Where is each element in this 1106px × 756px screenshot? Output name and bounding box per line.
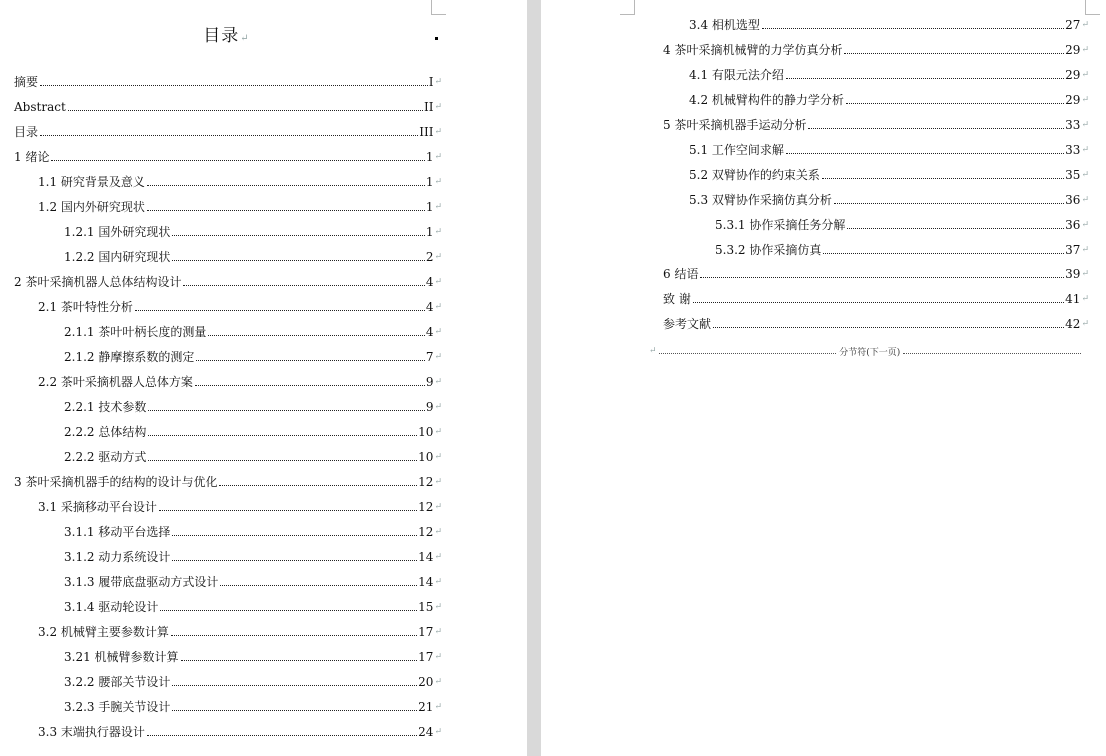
paragraph-mark-icon: ↵ <box>434 652 442 662</box>
toc-entry-title: 3.2.3 手腕关节设计 <box>64 700 171 714</box>
margin-corner-marker <box>620 0 635 15</box>
toc-entry[interactable] <box>64 521 442 539</box>
toc-entry[interactable] <box>64 421 442 439</box>
toc-entry-title: 1.2.1 国外研究现状 <box>64 225 171 239</box>
paragraph-mark-icon: ↵ <box>1081 45 1089 55</box>
document-page-left <box>0 0 527 756</box>
toc-entry-title: 6 结语 <box>663 267 699 281</box>
toc-dot-leader <box>195 384 425 386</box>
toc-dot-leader <box>786 152 1064 154</box>
toc-entry-page-number: 1 <box>425 175 434 189</box>
toc-entry-page-number: 12 <box>418 500 434 514</box>
paragraph-mark-icon: ↵ <box>434 677 442 687</box>
toc-dot-leader <box>846 102 1064 104</box>
toc-entry-title: 5 茶叶采摘机器手运动分析 <box>663 118 807 132</box>
paragraph-mark-icon: ↵ <box>1081 70 1089 80</box>
toc-entry-title: 1.1 研究背景及意义 <box>38 175 145 189</box>
toc-entry[interactable] <box>38 196 442 214</box>
toc-entry[interactable] <box>64 696 442 714</box>
toc-entry[interactable] <box>663 288 1089 306</box>
paragraph-mark-icon: ↵ <box>1081 145 1089 155</box>
toc-dot-leader <box>762 27 1064 29</box>
toc-entry-page-number: 29 <box>1065 43 1081 57</box>
toc-entry-page-number: 9 <box>425 400 434 414</box>
toc-entry-page-number: 39 <box>1065 267 1081 281</box>
toc-entry-page-number: II <box>423 100 434 114</box>
paragraph-mark-icon: ↵ <box>434 252 442 262</box>
toc-entry[interactable] <box>663 263 1089 281</box>
toc-entry[interactable] <box>38 496 442 514</box>
toc-entry-page-number: 29 <box>1065 93 1081 107</box>
toc-entry-page-number: 37 <box>1065 243 1081 257</box>
toc-dot-leader <box>148 409 424 411</box>
paragraph-mark-icon: ↵ <box>434 127 442 137</box>
paragraph-mark-icon: ↵ <box>1081 95 1089 105</box>
toc-entry-page-number: 21 <box>418 700 434 714</box>
toc-dot-leader <box>220 584 417 586</box>
toc-dot-leader <box>181 659 418 661</box>
toc-entry[interactable] <box>64 221 442 239</box>
toc-entry-page-number: 36 <box>1065 193 1081 207</box>
toc-entry-page-number: III <box>419 125 434 139</box>
toc-entry-title: 1.2 国内外研究现状 <box>38 200 145 214</box>
paragraph-mark-icon: ↵ <box>1081 269 1089 279</box>
toc-entry[interactable] <box>64 346 442 364</box>
toc-entry[interactable] <box>38 721 442 739</box>
toc-dot-leader <box>40 134 418 136</box>
toc-dot-leader <box>68 109 423 111</box>
toc-entry-page-number: 17 <box>418 625 434 639</box>
toc-entry-title: 2.2.2 驱动方式 <box>64 450 147 464</box>
toc-dot-leader <box>700 276 1064 278</box>
margin-corner-marker <box>431 0 446 15</box>
toc-entry-title: 5.3 双臂协作采摘仿真分析 <box>689 193 832 207</box>
toc-dot-leader <box>786 77 1064 79</box>
paragraph-mark-icon: ↵ <box>434 502 442 512</box>
toc-entry-title: 3.1.3 履带底盘驱动方式设计 <box>64 575 219 589</box>
toc-entry-page-number: 9 <box>425 375 434 389</box>
toc-entry[interactable] <box>663 39 1089 57</box>
toc-dot-leader <box>713 326 1064 328</box>
toc-entry-page-number: 2 <box>425 250 434 264</box>
toc-title-text: 目录 <box>203 26 240 46</box>
paragraph-mark-icon: ↵ <box>1081 319 1089 329</box>
toc-entry-title: Abstract <box>14 100 66 114</box>
toc-dot-leader <box>171 634 417 636</box>
paragraph-mark-icon: ↵ <box>434 227 442 237</box>
toc-dot-leader <box>172 534 417 536</box>
toc-entry-page-number: 1 <box>425 150 434 164</box>
toc-entry-page-number: 1 <box>425 225 434 239</box>
toc-entry-title: 3 茶叶采摘机器手的结构的设计与优化 <box>14 475 218 489</box>
toc-dot-leader <box>147 209 425 211</box>
toc-dot-leader <box>172 259 424 261</box>
toc-entry-title: 2.2.1 技术参数 <box>64 400 147 414</box>
toc-entry[interactable] <box>689 14 1089 32</box>
paragraph-mark-icon: ↵ <box>434 377 442 387</box>
toc-entry[interactable] <box>38 296 442 314</box>
toc-dot-leader <box>147 734 417 736</box>
toc-entry-title: 3.1 采摘移动平台设计 <box>38 500 157 514</box>
toc-entry[interactable] <box>38 371 442 389</box>
toc-dot-leader <box>196 359 424 361</box>
toc-entry-page-number: 1 <box>425 200 434 214</box>
toc-entry-page-number: 42 <box>1065 317 1081 331</box>
paragraph-mark-icon: ↵ <box>434 202 442 212</box>
toc-dot-leader <box>847 227 1064 229</box>
toc-dot-leader <box>159 509 417 511</box>
toc-dot-leader <box>822 177 1064 179</box>
toc-entry[interactable] <box>14 271 442 289</box>
toc-dot-leader <box>160 609 417 611</box>
toc-entry[interactable] <box>14 471 442 489</box>
toc-entry[interactable] <box>64 446 442 464</box>
toc-entry[interactable] <box>64 546 442 564</box>
toc-dot-leader <box>823 252 1064 254</box>
toc-dot-leader <box>183 284 424 286</box>
toc-entry-page-number: 15 <box>418 600 434 614</box>
toc-entry-title: 2 茶叶采摘机器人总体结构设计 <box>14 275 182 289</box>
toc-entry-title: 3.3 末端执行器设计 <box>38 725 145 739</box>
toc-entry-title: 3.21 机械臂参数计算 <box>64 650 179 664</box>
toc-entry-page-number: 33 <box>1065 143 1081 157</box>
toc-entry[interactable] <box>14 146 442 164</box>
toc-dot-leader <box>808 127 1064 129</box>
toc-entry-title: 2.1.1 茶叶叶柄长度的测量 <box>64 325 207 339</box>
toc-entry[interactable] <box>14 121 442 139</box>
toc-entry-page-number: 4 <box>425 325 434 339</box>
toc-entry-page-number: 14 <box>418 550 434 564</box>
toc-dot-leader <box>172 684 417 686</box>
toc-entry-page-number: 12 <box>418 525 434 539</box>
toc-entry[interactable] <box>14 71 442 89</box>
toc-title <box>0 21 453 46</box>
toc-dot-leader <box>172 559 417 561</box>
toc-entry-title: 3.1.2 动力系统设计 <box>64 550 171 564</box>
toc-entry-page-number: 29 <box>1065 68 1081 82</box>
paragraph-mark-icon: ↵ <box>434 477 442 487</box>
toc-entry-title: 5.3.1 协作采摘任务分解 <box>715 218 846 232</box>
paragraph-mark-icon: ↵ <box>434 527 442 537</box>
paragraph-mark-icon: ↵ <box>434 77 442 87</box>
toc-dot-leader <box>51 159 424 161</box>
paragraph-mark-icon: ↵ <box>1081 245 1089 255</box>
paragraph-mark-icon: ↵ <box>240 33 250 44</box>
toc-dot-leader <box>172 709 417 711</box>
toc-dot-leader <box>135 309 425 311</box>
toc-entry-title: 5.2 双臂协作的约束关系 <box>689 168 820 182</box>
toc-entry-title: 致 谢 <box>663 292 691 306</box>
toc-entry[interactable] <box>14 96 442 114</box>
toc-entry-page-number: 10 <box>418 425 434 439</box>
paragraph-mark-icon: ↵ <box>1081 120 1089 130</box>
paragraph-mark-icon: ↵ <box>434 277 442 287</box>
paragraph-mark-icon: ↵ <box>434 727 442 737</box>
toc-entry-title: 2.1 茶叶特性分析 <box>38 300 133 314</box>
document-page-right <box>541 0 1106 756</box>
toc-entry-page-number: 33 <box>1065 118 1081 132</box>
toc-dot-leader <box>834 202 1064 204</box>
toc-entry-title: 摘要 <box>14 75 39 89</box>
paragraph-mark-icon: ↵ <box>434 552 442 562</box>
paragraph-mark-icon: ↵ <box>434 702 442 712</box>
toc-entry[interactable] <box>715 214 1089 232</box>
paragraph-mark-icon: ↵ <box>434 602 442 612</box>
toc-dot-leader <box>844 52 1064 54</box>
toc-entry-title: 3.2 机械臂主要参数计算 <box>38 625 169 639</box>
paragraph-mark-icon: ↵ <box>434 577 442 587</box>
toc-entry[interactable] <box>689 139 1089 157</box>
toc-entry-title: 3.2.2 腰部关节设计 <box>64 675 171 689</box>
toc-entry-title: 2.1.2 静摩擦系数的测定 <box>64 350 195 364</box>
toc-entry-title: 3.4 相机选型 <box>689 18 760 32</box>
paragraph-dot-marker <box>435 37 438 40</box>
toc-entry-page-number: 24 <box>418 725 434 739</box>
toc-dot-leader <box>148 434 417 436</box>
toc-entry-page-number: 41 <box>1065 292 1081 306</box>
paragraph-mark-icon: ↵ <box>1081 20 1089 30</box>
paragraph-mark-icon: ↵ <box>434 627 442 637</box>
toc-entry[interactable] <box>64 321 442 339</box>
toc-entry-page-number: I <box>428 75 434 89</box>
toc-entry-page-number: 10 <box>418 450 434 464</box>
paragraph-mark-icon: ↵ <box>434 402 442 412</box>
toc-entry[interactable] <box>689 164 1089 182</box>
toc-entry[interactable] <box>689 89 1089 107</box>
toc-entry-page-number: 7 <box>425 350 434 364</box>
toc-entry-title: 4.1 有限元法介绍 <box>689 68 784 82</box>
section-break-marker <box>649 344 1081 358</box>
toc-entry-title: 3.1.1 移动平台选择 <box>64 525 171 539</box>
toc-dot-leader <box>219 484 417 486</box>
toc-entry-title: 参考文献 <box>663 317 712 331</box>
toc-entry-title: 4 茶叶采摘机械臂的力学仿真分析 <box>663 43 843 57</box>
toc-entry[interactable] <box>689 189 1089 207</box>
toc-entry-page-number: 14 <box>418 575 434 589</box>
toc-entry-title: 3.1.4 驱动轮设计 <box>64 600 159 614</box>
toc-dot-leader <box>40 84 428 86</box>
toc-entry[interactable] <box>64 396 442 414</box>
toc-entry[interactable] <box>38 171 442 189</box>
toc-entry-page-number: 12 <box>418 475 434 489</box>
toc-entry-title: 2.2 茶叶采摘机器人总体方案 <box>38 375 193 389</box>
toc-entry[interactable] <box>64 671 442 689</box>
paragraph-mark-icon: ↵ <box>434 352 442 362</box>
toc-entry-page-number: 27 <box>1065 18 1081 32</box>
paragraph-mark-icon: ↵ <box>1081 195 1089 205</box>
toc-entry-title: 1 绪论 <box>14 150 50 164</box>
toc-entry[interactable] <box>64 246 442 264</box>
toc-entry-page-number: 4 <box>425 275 434 289</box>
toc-entry-page-number: 20 <box>418 675 434 689</box>
toc-entry-page-number: 17 <box>418 650 434 664</box>
toc-entry[interactable] <box>689 64 1089 82</box>
toc-entry[interactable] <box>38 621 442 639</box>
paragraph-mark-icon: ↵ <box>1081 220 1089 230</box>
toc-entry-title: 2.2.2 总体结构 <box>64 425 147 439</box>
toc-dot-leader <box>693 301 1064 303</box>
toc-entry[interactable] <box>663 114 1089 132</box>
toc-entry-title: 5.3.2 协作采摘仿真 <box>715 243 822 257</box>
toc-entry[interactable] <box>64 571 442 589</box>
toc-entry-page-number: 35 <box>1065 168 1081 182</box>
toc-entry-title: 4.2 机械臂构件的静力学分析 <box>689 93 844 107</box>
paragraph-mark-icon: ↵ <box>434 152 442 162</box>
toc-dot-leader <box>208 334 424 336</box>
paragraph-mark-icon: ↵ <box>649 346 657 356</box>
paragraph-mark-icon: ↵ <box>434 177 442 187</box>
toc-dot-leader <box>148 459 417 461</box>
paragraph-mark-icon: ↵ <box>434 302 442 312</box>
section-break-label: 分节符(下一页) <box>839 347 901 358</box>
toc-entry-page-number: 36 <box>1065 218 1081 232</box>
paragraph-mark-icon: ↵ <box>434 327 442 337</box>
toc-entry[interactable] <box>64 646 442 664</box>
paragraph-mark-icon: ↵ <box>434 427 442 437</box>
paragraph-mark-icon: ↵ <box>434 102 442 112</box>
toc-entry-title: 目录 <box>14 125 39 139</box>
toc-entry[interactable] <box>64 596 442 614</box>
toc-dot-leader <box>147 184 425 186</box>
toc-entry[interactable] <box>715 239 1089 257</box>
paragraph-mark-icon: ↵ <box>1081 170 1089 180</box>
margin-corner-marker <box>1085 0 1100 15</box>
toc-dot-leader <box>172 234 424 236</box>
toc-entry[interactable] <box>663 313 1089 331</box>
toc-entry-page-number: 4 <box>425 300 434 314</box>
toc-entry-title: 5.1 工作空间求解 <box>689 143 784 157</box>
paragraph-mark-icon: ↵ <box>1081 294 1089 304</box>
toc-entry-title: 1.2.2 国内研究现状 <box>64 250 171 264</box>
paragraph-mark-icon: ↵ <box>434 452 442 462</box>
